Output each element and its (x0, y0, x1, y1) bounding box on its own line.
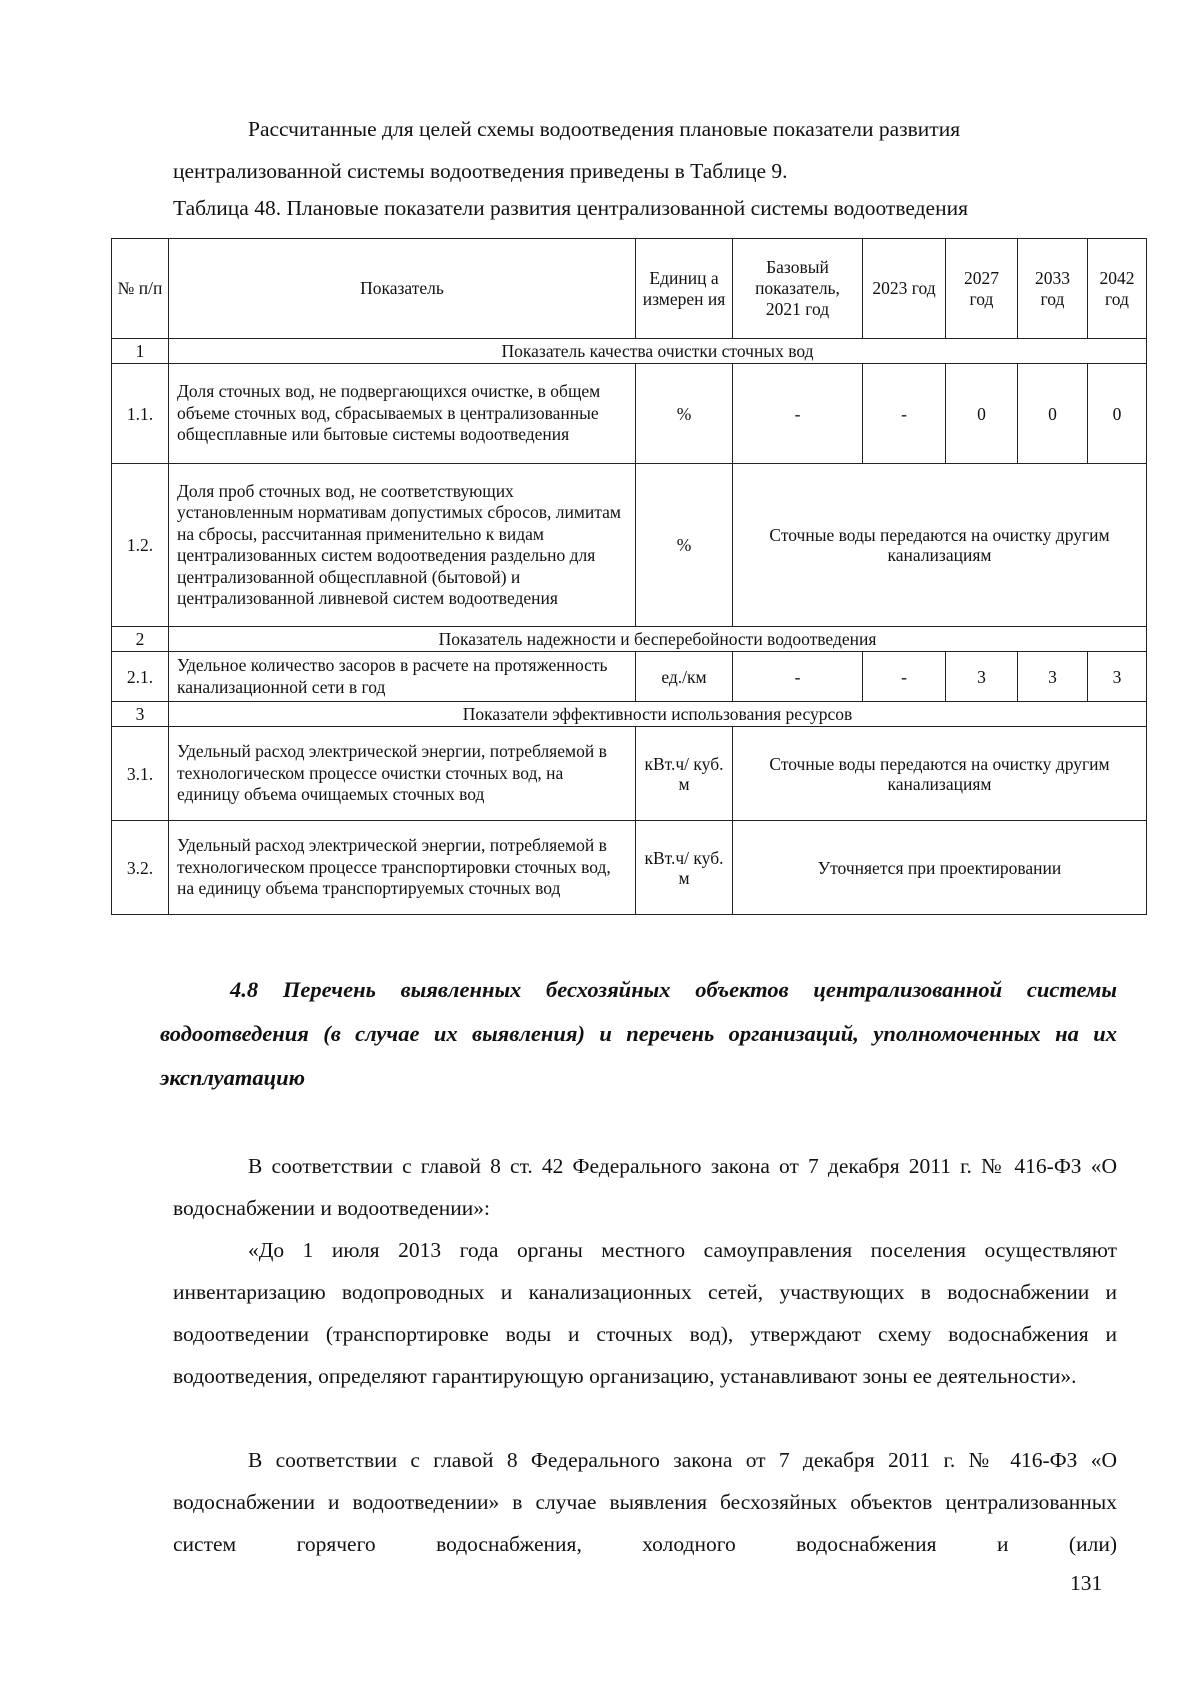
row-num: 3.2. (112, 821, 169, 915)
section-title: Показатель надежности и бесперебойности водоотведения (169, 627, 1147, 652)
row-merged-note: Сточные воды передаются на очистку другим канализациям (733, 464, 1147, 627)
intro-line-2: централизованной системы водоотведения приведены в Таблице 9. (173, 159, 788, 183)
header-unit: Единиц а измерен ия (636, 239, 733, 339)
intro-line-1: Рассчитанные для целей схемы водоотведения плановые показатели развития (248, 117, 961, 141)
page-number: 131 (1070, 1571, 1103, 1595)
row-num: 3.1. (112, 727, 169, 821)
row-base: - (733, 652, 863, 702)
row-num: 2.1. (112, 652, 169, 702)
header-base: Базовый показатель, 2021 год (733, 239, 863, 339)
row-2023: - (863, 364, 946, 464)
row-2033: 3 (1018, 652, 1088, 702)
row-base: - (733, 364, 863, 464)
row-2027: 0 (946, 364, 1018, 464)
row-merged-note: Сточные воды передаются на очистку другим канализациям (733, 727, 1147, 821)
table-header-row (112, 239, 1147, 339)
header-2023: 2023 год (863, 239, 946, 339)
header-2027: 2027 год (946, 239, 1018, 339)
table-row (112, 727, 1147, 821)
table-row (112, 821, 1147, 915)
section-row (112, 339, 1147, 364)
row-indicator: Удельный расход электрической энергии, потребляемой в технологическом процессе транспортировки сточных вод, на единицу объема транспортируемых сточных вод (169, 821, 636, 915)
section-title: Показатели эффективности использования ресурсов (169, 702, 1147, 727)
paragraph-ownerless-objects: В соответствии с главой 8 Федерального закона от 7 декабря 2011 г. № 416-ФЗ «О водоснабжении и водоотведении» в случае выявления бесхозяйных объектов централизованных систем горячего водоснабжения, холодного водоснабжения и (или) (173, 1448, 1117, 1556)
section-num: 3 (112, 702, 169, 727)
section-row (112, 627, 1147, 652)
table-row (112, 464, 1147, 627)
intro-paragraph (173, 108, 1117, 192)
table-row (112, 652, 1147, 702)
paragraph-law-reference: В соответствии с главой 8 ст. 42 Федерального закона от 7 декабря 2011 г. № 416-ФЗ «О водоснабжении и водоотведении»: (173, 1154, 1117, 1220)
header-num: № п/п (112, 239, 169, 339)
row-unit: кВт.ч/ куб. м (636, 821, 733, 915)
row-unit: ед./км (636, 652, 733, 702)
row-indicator: Удельное количество засоров в расчете на протяженность канализационной сети в год (169, 652, 636, 702)
row-indicator: Удельный расход электрической энергии, потребляемой в технологическом процессе очистки сточных вод, на единицу объема очищаемых сточных вод (169, 727, 636, 821)
row-2027: 3 (946, 652, 1018, 702)
section-heading: 4.8 Перечень выявленных бесхозяйных объектов централизованной системы водоотведения (в случае их выявления) и перечень организаций, уполномоченных на их эксплуатацию (160, 977, 1117, 1090)
indicators-table (111, 238, 1147, 915)
header-2033: 2033 год (1018, 239, 1088, 339)
row-indicator: Доля проб сточных вод, не соответствующих установленным нормативам допустимых сбросов, лимитам на сбросы, рассчитанная применительно к видам централизованных систем водоотведения раздельно для централизованной общесплавной (бытовой) и централизованной ливневой систем водоотведения (169, 464, 636, 627)
row-2023: - (863, 652, 946, 702)
row-num: 1.1. (112, 364, 169, 464)
paragraph-quote: «До 1 июля 2013 года органы местного самоуправления поселения осуществляют инвентаризацию водопроводных и канализационных сетей, участвующих в водоснабжении и водоотведении (транспортировке воды и сточных вод), утверждают схему водоснабжения и водоотведения, определяют гарантирующую организацию, устанавливают зоны ее деятельности». (173, 1238, 1117, 1388)
section-title: Показатель качества очистки сточных вод (169, 339, 1147, 364)
table-row (112, 364, 1147, 464)
row-unit: % (636, 364, 733, 464)
header-indicator: Показатель (169, 239, 636, 339)
row-unit: кВт.ч/ куб. м (636, 727, 733, 821)
header-2042: 2042 год (1088, 239, 1147, 339)
section-num: 2 (112, 627, 169, 652)
row-2042: 0 (1088, 364, 1147, 464)
row-merged-note: Уточняется при проектировании (733, 821, 1147, 915)
section-row (112, 702, 1147, 727)
row-indicator: Доля сточных вод, не подвергающихся очистке, в общем объеме сточных вод, сбрасываемых в централизованные общесплавные или бытовые системы водоотведения (169, 364, 636, 464)
section-num: 1 (112, 339, 169, 364)
table-caption: Таблица 48. Плановые показатели развития централизованной системы водоотведения (173, 196, 968, 220)
row-2033: 0 (1018, 364, 1088, 464)
row-2042: 3 (1088, 652, 1147, 702)
row-unit: % (636, 464, 733, 627)
row-num: 1.2. (112, 464, 169, 627)
